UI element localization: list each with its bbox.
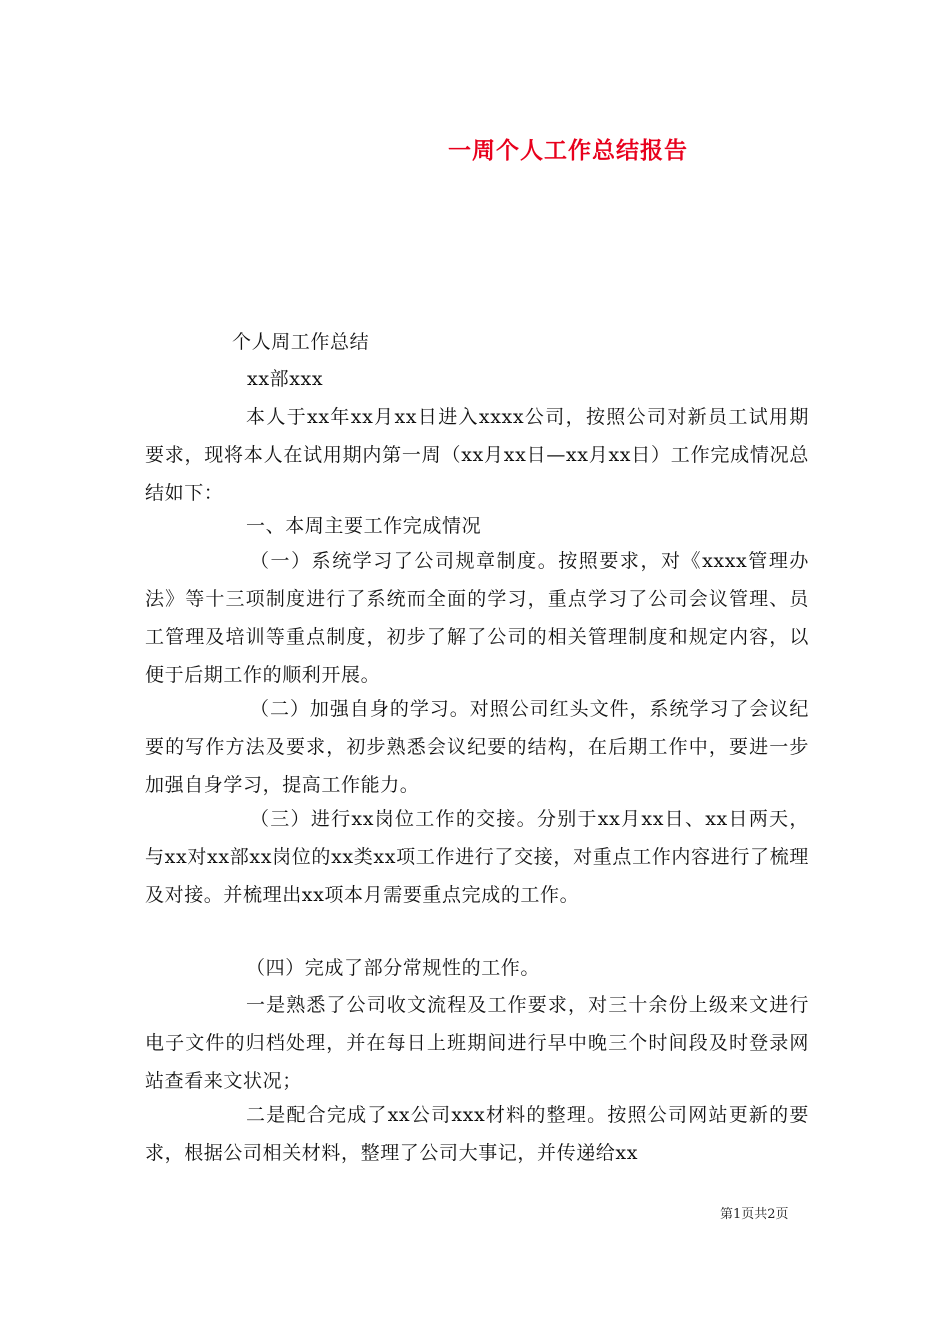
paragraph-item-two: （二）加强自身的学习。对照公司红头文件，系统学习了会议纪要的写作方法及要求，初步熟悉会议纪要的结构，在后期工作中，要进一步加强自身学习，提高工作能力。 [145, 698, 809, 796]
paragraph-item-one: （一）系统学习了公司规章制度。按照要求，对《xxxx管理办法》等十三项制度进行了系统而全面的学习，重点学习了公司会议管理、员工管理及培训等重点制度，初步了解了公司的相关管理制度和规定内容，以便于后期工作的顺利开展。 [145, 550, 809, 686]
paragraph-sub-two: 二是配合完成了xx公司xxx材料的整理。按照公司网站更新的要求，根据公司相关材料，整理了公司大事记，并传递给xx [145, 1104, 809, 1164]
paragraph-intro: 本人于xx年xx月xx日进入xxxx公司，按照公司对新员工试用期要求，现将本人在试用期内第一周（xx月xx日—xx月xx日）工作完成情况总结如下： [145, 406, 809, 504]
department-line: xx部xxx [247, 368, 324, 390]
paragraph-item-three: （三）进行xx岗位工作的交接。分别于xx月xx日、xx日两天，与xx对xx部xx岗位的xx类xx项工作进行了交接，对重点工作内容进行了梳理及对接。并梳理出xx项本月需要重点完成的工作。 [145, 808, 809, 906]
page-footer: 第1页共2页 [720, 1207, 789, 1222]
paragraph-section-one: 一、本周主要工作完成情况 [246, 515, 482, 537]
section-heading: 个人周工作总结 [232, 331, 370, 353]
paragraph-item-four: （四）完成了部分常规性的工作。 [246, 957, 541, 979]
paragraph-sub-one: 一是熟悉了公司收文流程及工作要求，对三十余份上级来文进行电子文件的归档处理，并在每日上班期间进行早中晚三个时间段及时登录网站查看来文状况； [145, 994, 809, 1092]
page-title: 一周个人工作总结报告 [448, 137, 688, 164]
